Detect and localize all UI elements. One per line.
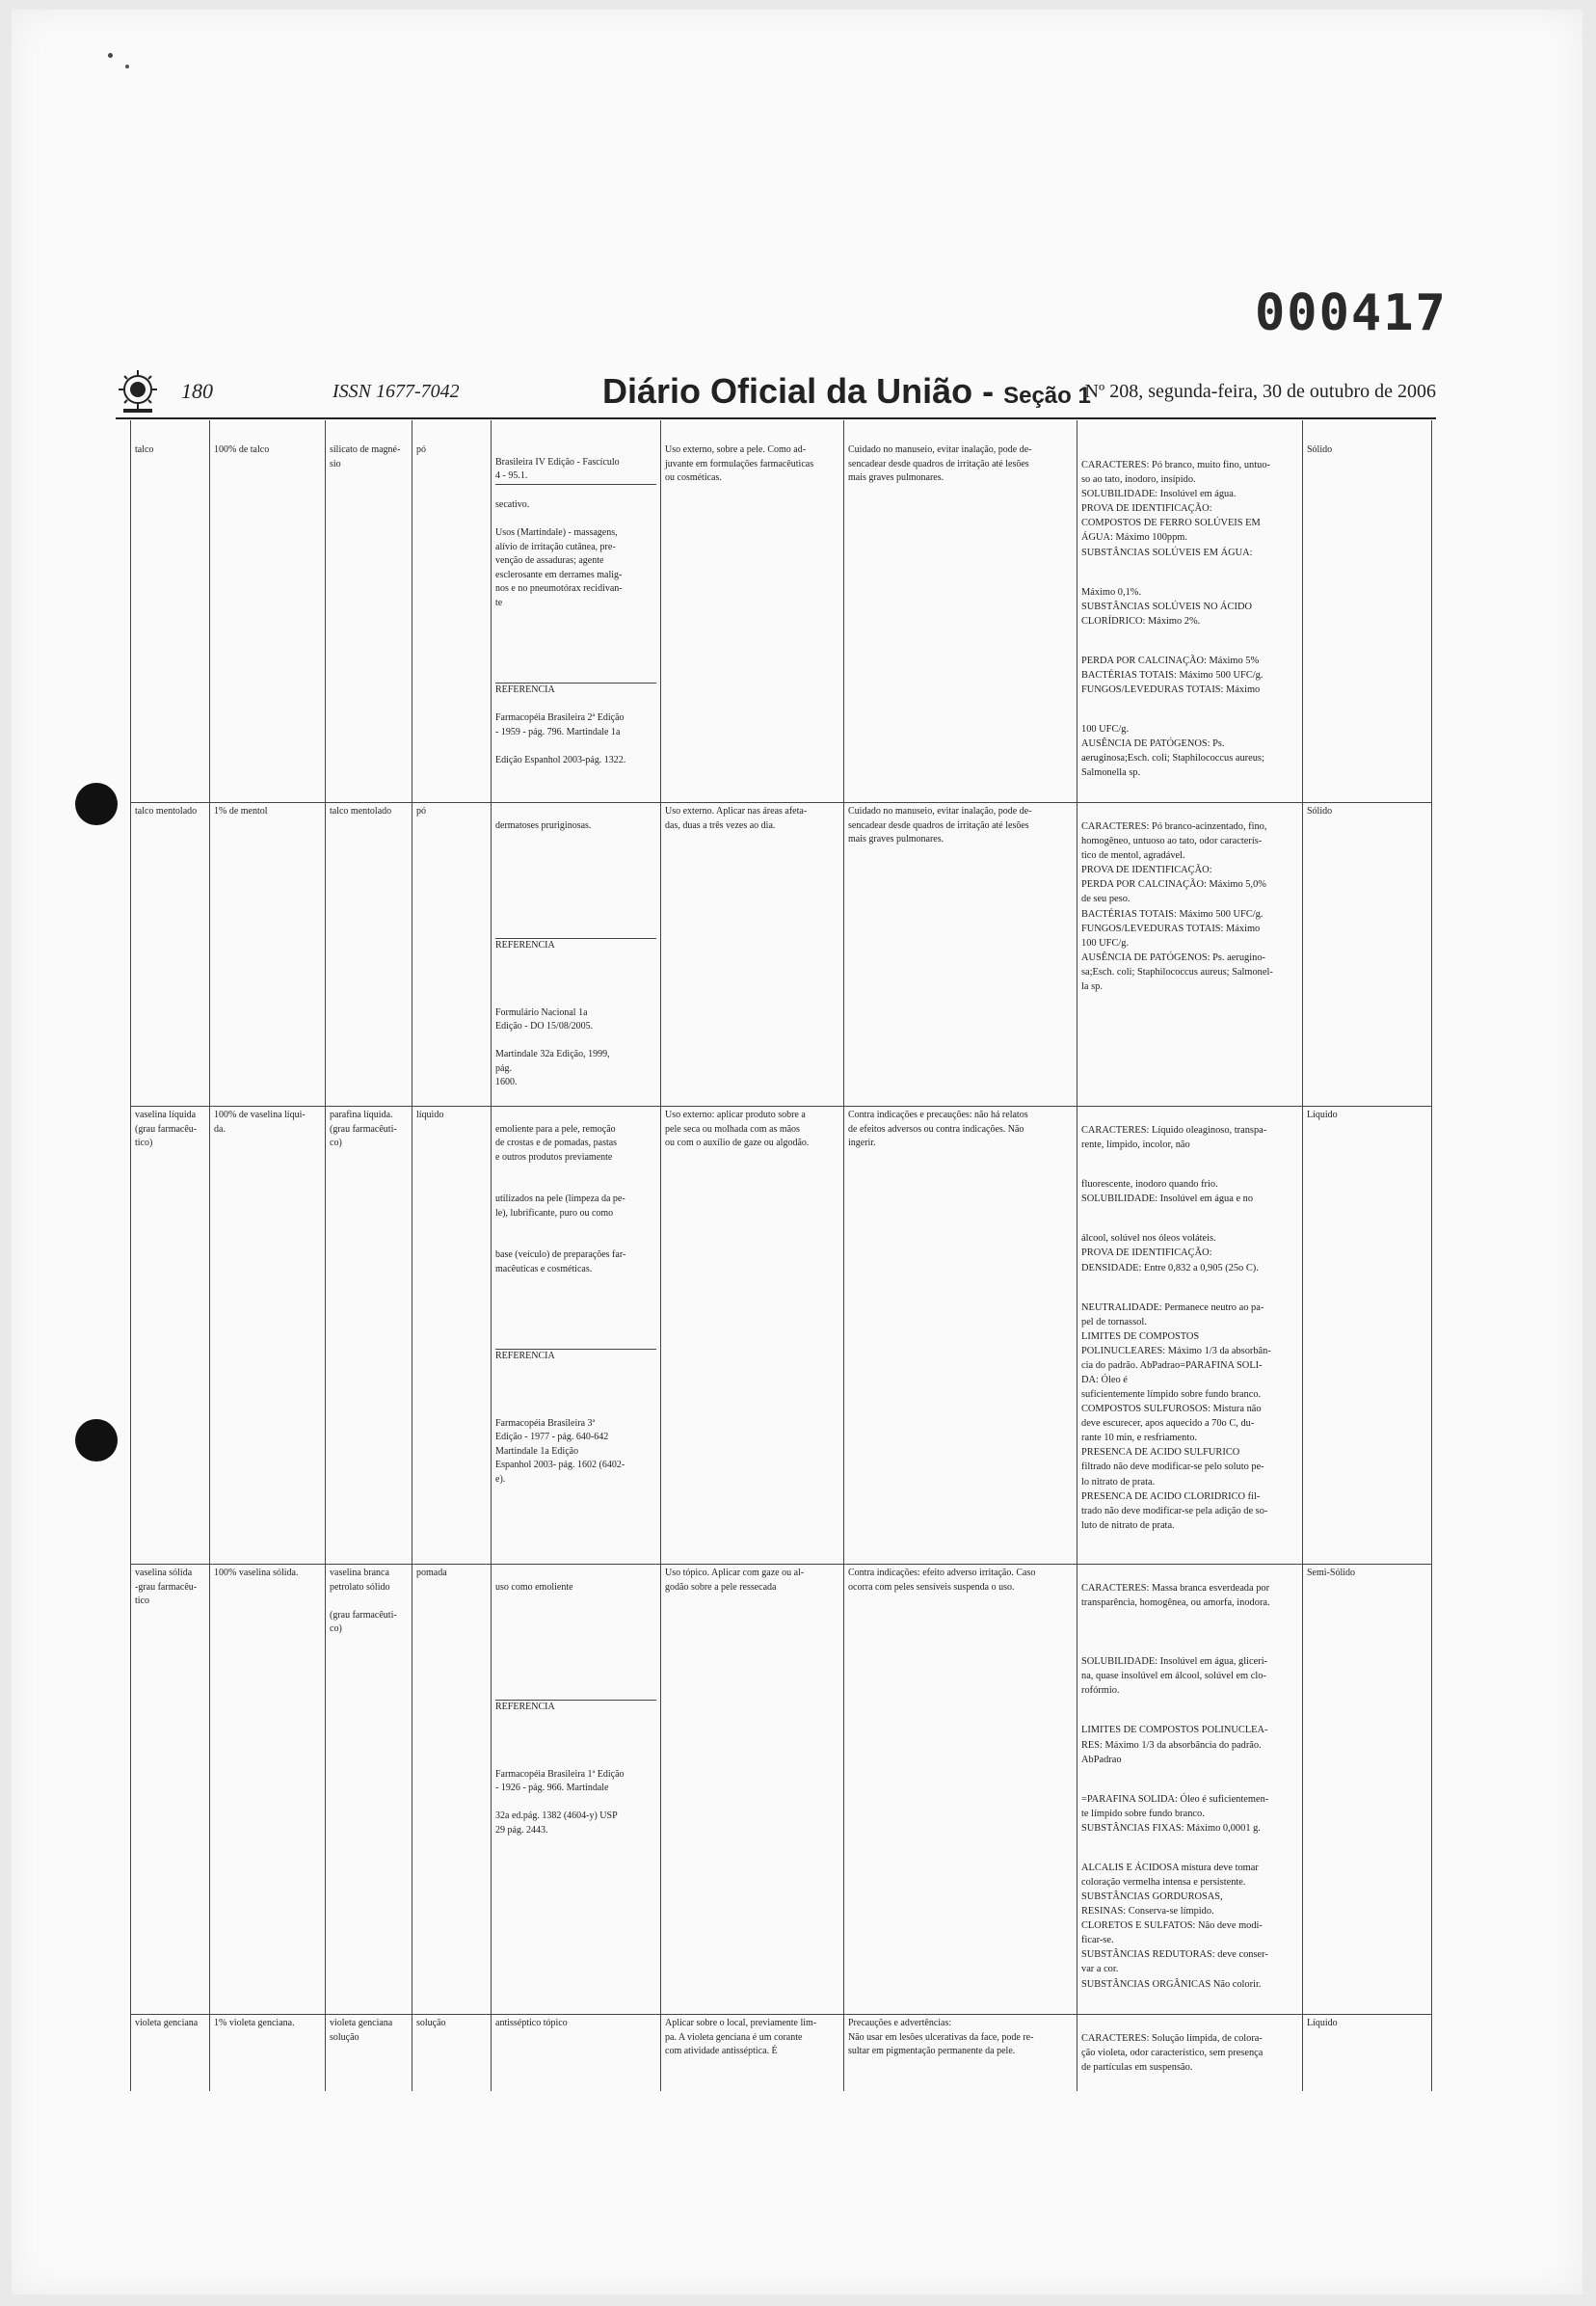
indication-cell (492, 1565, 661, 2015)
dosage-form: pó (412, 803, 492, 1107)
reference-label: REFERENCIA (495, 938, 656, 953)
issn: ISSN 1677-7042 (332, 381, 460, 402)
indication: dermatoses pruriginosas. (495, 819, 592, 831)
concentration: 100% de talco (210, 442, 326, 803)
section-label: Seção 1 (1003, 383, 1091, 409)
specifications: CARACTERES: Solução límpida, de colora- ção violeta, odor característico, sem presença de partículas em suspensão. (1077, 2015, 1303, 2092)
indication: uso como emoliente (495, 1581, 573, 1593)
product-name: vaselina líquida (grau farmacêu- tico) (131, 1107, 210, 1565)
reference-text: Farmacopéia Brasileira 3ª Edição - 1977 - pág. 640-642 Martindale 1a Edição Espanhol 2003- pág. 1602 (6402- e). (495, 1417, 625, 1485)
precautions: Cuidado no manuseio, evitar inalação, pode de- sencadear desde quadros de irritação até lesões mais graves pulmonares. (844, 803, 1077, 1107)
dosage-form: pomada (412, 1565, 492, 2015)
dosage-form: líquido (412, 1107, 492, 1565)
precautions: Cuidado no manuseio, evitar inalação, pode de- sencadear desde quadros de irritação até lesões mais graves pulmonares. (844, 442, 1077, 803)
table-row (131, 442, 1432, 803)
scan-speck (108, 53, 113, 58)
product-name: talco mentolado (131, 803, 210, 1107)
indication: emoliente para a pele, remoção de crostas e de pomadas, pastas e outros produtos previamente utilizados na pele (limpeza da pe- le), lubrificante, puro ou como base (veículo) de preparações far- macêuticas e cosméticas. (495, 1123, 626, 1274)
concentration: 1% de mentol (210, 803, 326, 1107)
reference-label: REFERENCIA (495, 1700, 656, 1715)
reference-label: REFERENCIA (495, 1349, 656, 1364)
specifications: CARACTERES: Pó branco-acinzentado, fino, homogêneo, untuoso ao tato, odor caracterís- tico de mentol, agradável. PROVA DE IDENTIFICAÇÃO: PERDA POR CALCINAÇÃO: Máximo 5,0% de seu peso. BACTÉRIAS TOTAIS: Máximo 500 UFC/g. FUNGOS/LEVEDURAS TOTAIS: Máximo 100 UFC/g. AUSÊNCIA DE PATÓGENOS: Ps. aerugino- sa;Esch. coli; Staphilococcus aureus; Salmonel- la sp. (1077, 803, 1303, 1107)
mode-of-use: Uso externo. Aplicar nas áreas afeta- das, duas a três vezes ao dia. (661, 803, 844, 1107)
page-stamp: 000417 (1255, 284, 1448, 342)
page-header (116, 369, 1436, 419)
mode-of-use: Uso externo, sobre a pele. Como ad- juvante em formulações farmacêuticas ou cosméticas. (661, 442, 844, 803)
product-name: vaselina sólida -grau farmacêu- tico (131, 1565, 210, 2015)
mode-of-use: Aplicar sobre o local, previamente lim- pa. A violeta genciana é um corante com atividade antisséptica. É (661, 2015, 844, 2092)
physical-state: Semi-Sólido (1303, 1565, 1432, 2015)
physical-state: Sólido (1303, 803, 1432, 1107)
mode-of-use: Uso externo: aplicar produto sobre a pele seca ou molhada com as mãos ou com o auxílio de gaze ou algodão. (661, 1107, 844, 1565)
brasao-emblem-icon (116, 369, 160, 414)
monograph-table (130, 420, 1432, 2091)
reference-continued: Brasileira IV Edição - Fascículo 4 - 95.1. (495, 456, 656, 485)
page-number: 180 (181, 379, 213, 403)
table-row (131, 803, 1432, 1107)
mode-of-use: Uso tópico. Aplicar com gaze ou al- godão sobre a pele ressecada (661, 1565, 844, 2015)
concentration: 100% de vaselina líqui- da. (210, 1107, 326, 1565)
table-row (131, 2015, 1432, 2092)
table-row (131, 1107, 1432, 1565)
indication: antisséptico tópico (492, 2015, 661, 2092)
precautions: Precauções e advertências: Não usar em lesões ulcerativas da face, pode re- sultar em pigmentação permanente da pele. (844, 2015, 1077, 2092)
synonym: silicato de magné- sio (326, 442, 412, 803)
synonym: talco mentolado (326, 803, 412, 1107)
dosage-form: solução (412, 2015, 492, 2092)
specifications: CARACTERES: Massa branca esverdeada por transparência, homogênea, ou amorfa, inodora. SOLUBILIDADE: Insolúvel em água, gliceri- na, quase insolúvel em álcool, solúvel em clo- rofórmio. LIMITES DE COMPOSTOS POLINUCLEA- RES: Máximo 1/3 da absorbância do padrão. AbPadrao =PARAFINA SOLIDA: Óleo é suficientemen- te límpido sobre fundo branco. SUBSTÂNCIAS FIXAS: Máximo 0,0001 g. ALCALIS E ÁCIDOSA mistura deve tomar coloração vermelha intensa e persistente. SUBSTÂNCIAS GORDUROSAS, RESINAS: Conserva-se límpido. CLORETOS E SULFATOS: Não deve modi- ficar-se. SUBSTÂNCIAS REDUTORAS: deve conser- var a cor. SUBSTÂNCIAS ORGÂNICAS Não colorir. (1077, 1565, 1303, 2015)
synonym: violeta genciana solução (326, 2015, 412, 2092)
precautions: Contra indicações: efeito adverso irritação. Caso ocorra com peles sensíveis suspenda o uso. (844, 1565, 1077, 2015)
issue-info: Nº 208, segunda-feira, 30 de outubro de 2006 (1084, 381, 1436, 402)
precautions: Contra indicações e precauções: não há relatos de efeitos adversos ou contra indicações. Não ingerir. (844, 1107, 1077, 1565)
synonym: vaselina branca petrolato sólido (grau farmacêuti- co) (326, 1565, 412, 2015)
product-name: talco (131, 442, 210, 803)
indication: secativo. Usos (Martindale) - massagens, alívio de irritação cutânea, pre- venção de assaduras; agente esclerosante em derrames malig- nos e no pneumotórax recidivan- te (495, 499, 623, 608)
table-row (131, 1565, 1432, 2015)
product-name: violeta genciana (131, 2015, 210, 2092)
physical-state: Sólido (1303, 442, 1432, 803)
reference-text: Formulário Nacional 1a Edição - DO 15/08/2005. Martindale 32a Edição, 1999, pág. 1600. (495, 1006, 610, 1087)
synonym: parafina líquida. (grau farmacêuti- co) (326, 1107, 412, 1565)
scan-speck (125, 65, 129, 68)
punch-hole (75, 783, 118, 825)
concentration: 100% vaselina sólida. (210, 1565, 326, 2015)
publication-title: Diário Oficial da União - Seção 1 (602, 371, 1091, 411)
reference-text: Farmacopéia Brasileira 2ª Edição - 1959 - pág. 796. Martindale 1a Edição Espanhol 2003-pág. 1322. (495, 712, 626, 765)
punch-hole (75, 1419, 118, 1461)
concentration: 1% violeta genciana. (210, 2015, 326, 2092)
physical-state: Líquido (1303, 2015, 1432, 2092)
specifications: CARACTERES: Líquido oleaginoso, transpa- rente, límpido, incolor, não fluorescente, inodoro quando frio. SOLUBILIDADE: Insolúvel em água e no álcool, solúvel nos óleos voláteis. PROVA DE IDENTIFICAÇÃO: DENSIDADE: Entre 0,832 a 0,905 (25o C). NEUTRALIDADE: Permanece neutro ao pa- pel de tornassol. LIMITES DE COMPOSTOS POLINUCLEARES: Máximo 1/3 da absorbân- cia do padrão. AbPadrao=PARAFINA SOLI- DA: Óleo é suficientemente límpido sobre fundo branco. COMPOSTOS SULFUROSOS: Mistura não deve escurecer, apos aquecido a 70o C, du- rante 10 min, e resfriamento. PRESENCA DE ACIDO SULFURICO filtrado não deve modificar-se pelo soluto pe- lo nitrato de prata. PRESENCA DE ACIDO CLORIDRICO fil- trado não deve modificar-se pela adição de so- luto de nitrato de prata. (1077, 1107, 1303, 1565)
indication-cell (492, 442, 661, 803)
specifications: CARACTERES: Pó branco, muito fino, untuo- so ao tato, inodoro, insípido. SOLUBILIDADE: Insolúvel em água. PROVA DE IDENTIFICAÇÃO: COMPOSTOS DE FERRO SOLÚVEIS EM ÁGUA: Máximo 100ppm. SUBSTÂNCIAS SOLÚVEIS EM ÁGUA: Máximo 0,1%. SUBSTÂNCIAS SOLÚVEIS NO ÁCIDO CLORÍDRICO: Máximo 2%. PERDA POR CALCINAÇÃO: Máximo 5% BACTÉRIAS TOTAIS: Máximo 500 UFC/g. FUNGOS/LEVEDURAS TOTAIS: Máximo 100 UFC/g. AUSÊNCIA DE PATÓGENOS: Ps. aeruginosa;Esch. coli; Staphilococcus aureus; Salmonella sp. (1077, 442, 1303, 803)
physical-state: Líquido (1303, 1107, 1432, 1565)
dosage-form: pó (412, 442, 492, 803)
reference-label: REFERENCIA (495, 683, 656, 698)
indication-cell (492, 1107, 661, 1565)
reference-text: Farmacopéia Brasileira 1ª Edição - 1926 - pág. 966. Martindale 32a ed.pág. 1382 (4604-y) USP 29 pág. 2443. (495, 1768, 625, 1836)
indication-cell (492, 803, 661, 1107)
